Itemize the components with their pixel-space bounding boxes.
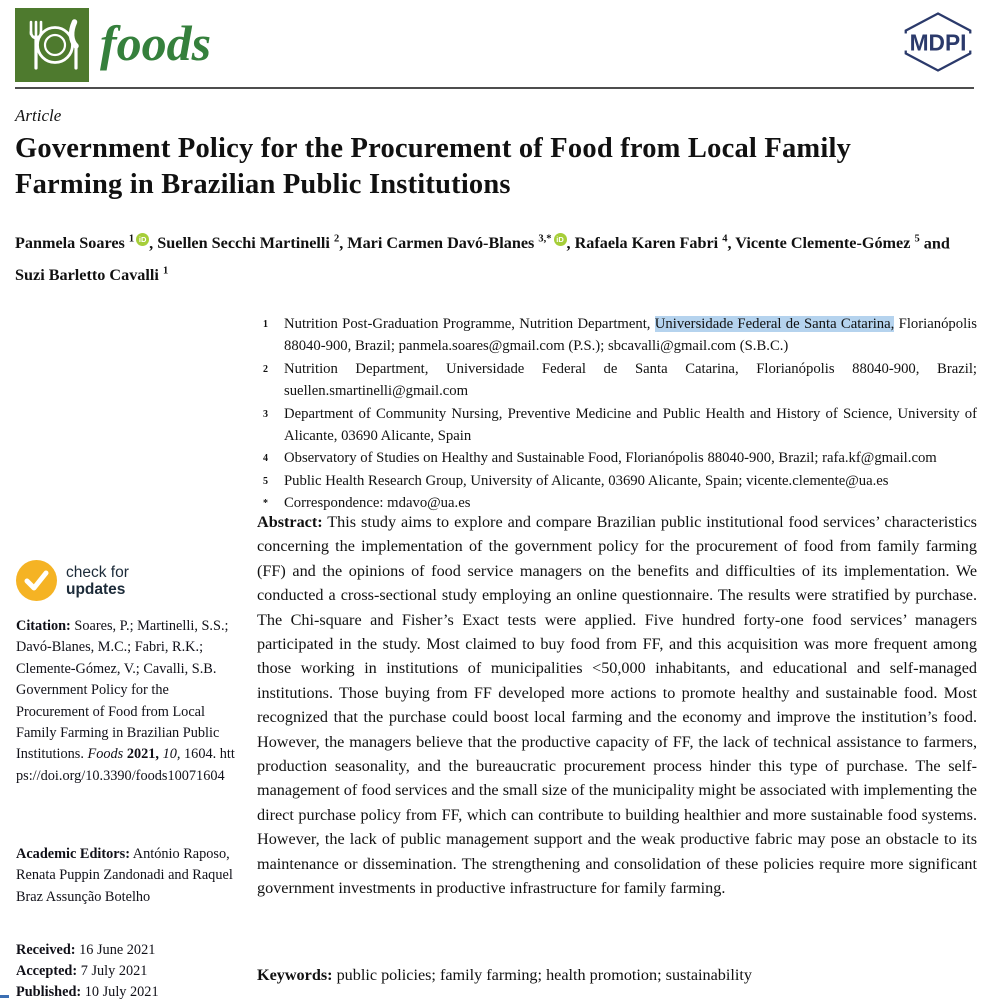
affiliation-item: 3 Department of Community Nursing, Preventive Medicine and Public Health and History of Science, University of Alicante, 03690 Alicante, Spain [263,405,977,445]
check-for-updates-badge[interactable] [16,560,129,601]
affiliation-item: * Correspondence: mdavo@ua.es [257,492,977,514]
check-badge-line1: check for [66,563,129,581]
abstract-label: Abstract: [257,513,323,531]
date-label: Received: [16,942,76,958]
checkmark-icon [16,560,57,601]
mdpi-logo [901,10,975,79]
author-affiliation-superscript: 1 [128,234,135,245]
date-row: Accepted: 7 July 2021 [16,963,148,979]
date-label: Published: [16,984,82,1000]
affiliation-marker: * [263,498,268,510]
orcid-icon[interactable]: iD [136,233,149,246]
journal-name: foods [100,15,212,71]
affiliations-list [257,313,977,515]
check-for-updates-label [66,564,129,598]
page-title: Government Policy for the Procurement of Food from Local Family Farming in Brazilian Public Institutions [15,133,852,200]
author-affiliation-superscript: 3,* [538,234,552,245]
author-name: Rafaela Karen Fabri $^4$ [574,234,728,253]
author-affiliation-superscript: 2 [333,234,340,245]
mdpi-wordmark: MDPI [909,29,967,56]
keywords-text: public policies; family farming; health promotion; sustainability [336,966,752,984]
affiliation-marker: 4 [263,453,268,465]
abstract-text: This study aims to explore and compare Brazilian public institutional food services’ characteristics concerning the implementation of the government policy for the procurement of food from family farming (FF) and the opinions of food service managers on the benefits and difficulties of its implementation. We conducted a cross-sectional study employing an online questionnaire. The results were stratified by purchase. The Chi-square and Fisher’s Exact tests were applied. Five hundred forty-one food services’ managers participated in the study. Most claimed to buy food from FF, and this acquisition was more frequent among those working in institutions of municipalities <50,000 inhabitants, and educational and self-managed institutions. Those buying from FF developed more actions to promote healthy and sustainable food. Most recognized that the purchase could boost local farming and the economy and improve the institution’s food. However, the managers believe that the productive capacity of FF, the lack of technical assistance to farmers, production seasonality, and the bureaucratic procurement process hinder this type of purchase. The self-management of food services and the small size of the municipality might be associated with implementing the direct purchase policy from FF, which can contribute to building healthier and more sustainable food systems. However, the lack of public management support and the weak productive fabric may pose an obstacle to its maintenance or dissemination. The strengthening and consolidation of these policies require more significant government investments in productive infrastructure for family farming. [257,513,977,898]
foods-journal-logo [15,8,89,82]
mdpi-hexagon-icon [901,10,975,74]
citation-text: Soares, P.; Martinelli, S.S.; Davó-Blanes, M.C.; Fabri, R.K.; Clemente-Gómez, V.; Cavalli, S.B. Government Policy for the Procurement of Food from Local Family Farming in Brazilian Public Institutions. [16,618,229,763]
affiliation-marker: 3 [263,408,268,420]
text-selection-highlight: Universidade Federal de Santa Catarina, [654,316,895,332]
orcid-icon[interactable]: iD [554,233,567,246]
author-affiliation-superscript: 5 [914,234,920,245]
article-type-label: Article [15,106,62,125]
affiliation-item: 1 Nutrition Post-Graduation Programme, Nutrition Department, Universidade Federal de Santa Catarina, Florianópolis 88040-900, Brazil; panmela.soares@gmail.com (P.S.); sbcavalli@gmail.com (S.B.C.) [263,316,977,355]
authors-line: Panmela Soares $^1$ iD , Suellen Secchi Martinelli $^2$, Mari Carmen Davó-Blanes $^{3,*}$ iD , Rafaela Karen Fabri $^4$, Vicente Clemente-Gómez $^5$ and Suzi Barletto Cavalli $^1$ [15,234,950,285]
author-name: Mari Carmen Davó-Blanes $^{3,*}$ iD [347,234,566,252]
header-divider [15,87,974,89]
affiliation-item: 2 Nutrition Department, Universidade Federal de Santa Catarina, Florianópolis 88040-900, Brazil; suellen.smartinelli@gmail.com [263,360,977,400]
academic-editors-names: António Raposo, Renata Puppin Zandonadi and Raquel Braz Assunção Botelho [16,846,233,905]
affiliation-marker: 1 [263,319,268,330]
affiliation-marker: 5 [263,475,268,487]
citation-article-number: 1604. [184,746,217,763]
citation-label: Citation: [16,618,71,634]
doi-link[interactable]: https://doi.org/10.3390/foods10071604 [16,746,235,784]
affiliation-item: 5 Public Health Research Group, University of Alicante, 03690 Alicante, Spain; vicente.clemente@ua.es [257,470,977,492]
date-row: Received: 16 June 2021 [16,942,156,958]
page-edge-mark [0,995,9,998]
author-name: Suellen Secchi Martinelli $^2$ [157,234,340,253]
date-label: Accepted: [16,963,78,979]
affiliation-item: 4 Observatory of Studies on Healthy and Sustainable Food, Florianópolis 88040-900, Brazil; rafa.kf@gmail.com [257,447,977,469]
citation-journal: Foods [87,746,124,763]
dates-block [16,940,240,1000]
citation-block [16,616,240,787]
date-row: Published: 10 July 2021 [16,984,159,1000]
author-name: Panmela Soares $^1$ iD [15,234,149,252]
keywords-label: Keywords: [257,966,333,984]
academic-editors-label: Academic Editors: [16,846,130,862]
affiliation-marker: 2 [263,363,268,375]
academic-editors-block [16,844,240,908]
author-name: Suzi Barletto Cavalli $^1$ [15,265,169,285]
author-affiliation-superscript: 4 [722,234,728,245]
author-affiliation-superscript: 1 [162,265,169,277]
author-name: Vicente Clemente-Gómez $^5$ [735,234,920,253]
abstract-paragraph [257,510,977,901]
citation-volume: 10, [162,746,181,763]
fork-plate-knife-icon [15,8,89,82]
keywords-line [257,966,977,985]
citation-year: 2021, [126,746,159,763]
check-badge-line2: updates [66,580,126,598]
